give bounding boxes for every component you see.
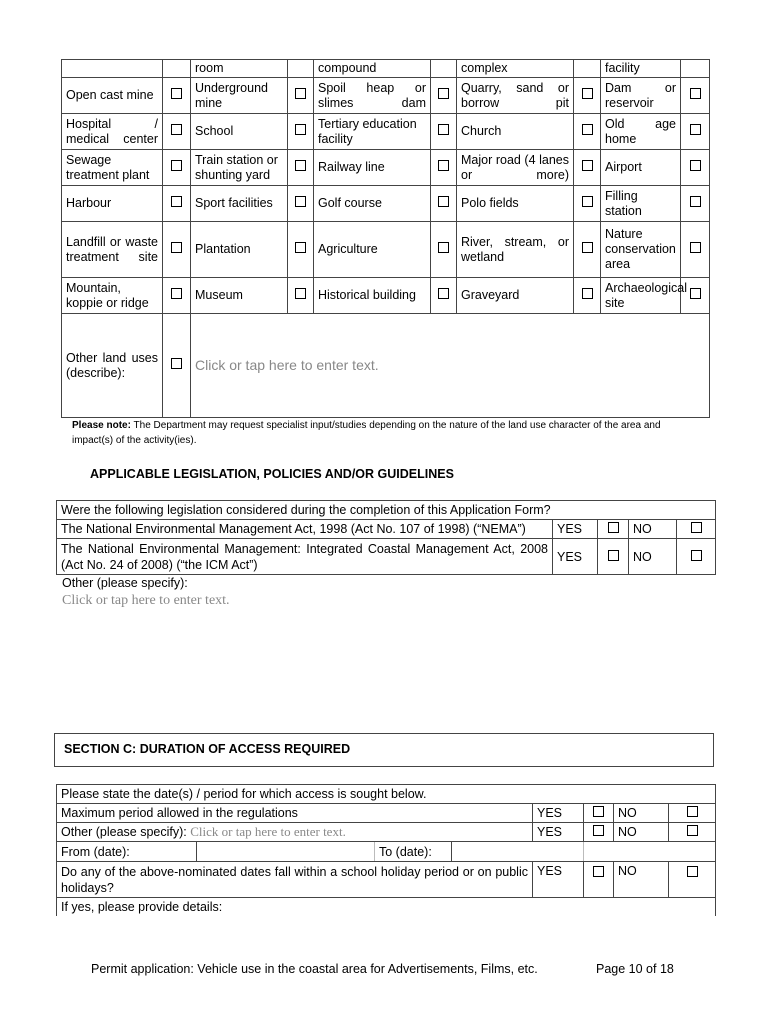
details-label: If yes, please provide details:: [57, 898, 716, 917]
checkbox-no[interactable]: [687, 806, 698, 817]
no-label: NO: [614, 804, 669, 823]
table-row: [62, 150, 710, 186]
no-label: NO: [614, 862, 669, 898]
max-period-label: Maximum period allowed in the regulations: [57, 804, 533, 823]
no-label: NO: [614, 823, 669, 842]
legislation-question: Were the following legislation considered during the completion of this Application Form?: [57, 501, 716, 520]
checkbox-yes[interactable]: [608, 550, 619, 561]
checkbox-no[interactable]: [691, 522, 702, 533]
land-use-label: Church: [457, 114, 574, 150]
checkbox[interactable]: [295, 160, 306, 171]
section-c-box: [54, 733, 714, 767]
land-use-label: Filling station: [601, 186, 681, 222]
table-row: [57, 898, 716, 917]
table-row: [57, 823, 716, 842]
land-use-label: Historical building: [314, 278, 431, 314]
checkbox[interactable]: [295, 124, 306, 135]
land-use-table: [61, 59, 710, 418]
yes-label: YES: [533, 823, 584, 842]
table-row: [62, 222, 710, 278]
land-use-label: Major road (4 lanes or more): [457, 150, 574, 186]
land-use-label: Hospital / medical center: [62, 114, 163, 150]
checkbox-no[interactable]: [691, 550, 702, 561]
table-row: [57, 539, 716, 575]
table-row: [62, 278, 710, 314]
land-use-label: Mountain, koppie or ridge: [62, 278, 163, 314]
table-row: [57, 862, 716, 898]
to-date-label: To (date):: [375, 842, 452, 862]
holiday-question: Do any of the above-nominated dates fall within a school holiday period or on public holidays?: [57, 862, 533, 898]
table-row: [62, 60, 710, 78]
land-use-label: Airport: [601, 150, 681, 186]
land-use-label: Underground mine: [191, 78, 288, 114]
checkbox-no[interactable]: [687, 825, 698, 836]
from-date-label: From (date):: [57, 842, 197, 862]
checkbox[interactable]: [171, 242, 182, 253]
checkbox[interactable]: [690, 88, 701, 99]
table-row: [62, 314, 710, 418]
checkbox[interactable]: [295, 288, 306, 299]
checkbox-yes[interactable]: [593, 806, 604, 817]
yes-label: YES: [533, 862, 584, 898]
checkbox[interactable]: [690, 242, 701, 253]
to-date-input[interactable]: [452, 842, 584, 862]
land-use-label: Open cast mine: [62, 78, 163, 114]
land-use-label: Quarry, sand or borrow pit: [457, 78, 574, 114]
checkbox[interactable]: [295, 242, 306, 253]
land-use-label: Agriculture: [314, 222, 431, 278]
legislation-item: The National Environmental Management Act, 1998 (Act No. 107 of 1998) (“NEMA”): [57, 520, 553, 539]
duration-intro: Please state the date(s) / period for which access is sought below.: [57, 785, 716, 804]
checkbox[interactable]: [171, 288, 182, 299]
land-use-label: Spoil heap or slimes dam: [314, 78, 431, 114]
land-use-label: Tertiary education facility: [314, 114, 431, 150]
checkbox[interactable]: [582, 288, 593, 299]
table-row: [57, 804, 716, 823]
land-use-label: Museum: [191, 278, 288, 314]
checkbox[interactable]: [438, 124, 449, 135]
checkbox[interactable]: [582, 242, 593, 253]
table-cell: compound: [314, 60, 431, 78]
duration-table: [56, 784, 716, 916]
checkbox[interactable]: [171, 88, 182, 99]
checkbox[interactable]: [171, 124, 182, 135]
table-cell: room: [191, 60, 288, 78]
from-date-input[interactable]: [197, 842, 375, 862]
table-row: [57, 842, 716, 862]
table-cell: complex: [457, 60, 574, 78]
table-row: [57, 501, 716, 520]
checkbox-no[interactable]: [687, 866, 698, 877]
land-use-label: Sewage treatment plant: [62, 150, 163, 186]
footer-title: Permit application: Vehicle use in the coastal area for Advertisements, Films, etc.: [91, 962, 538, 976]
checkbox[interactable]: [690, 288, 701, 299]
land-use-label: Train station or shunting yard: [191, 150, 288, 186]
checkbox[interactable]: [438, 160, 449, 171]
land-use-label: Nature conservation area: [601, 222, 681, 278]
legislation-other-input[interactable]: Click or tap here to enter text.: [62, 593, 230, 608]
checkbox[interactable]: [582, 88, 593, 99]
other-land-uses-label: Other land uses (describe):: [62, 314, 163, 418]
table-row: [57, 520, 716, 539]
page-number: Page 10 of 18: [596, 962, 674, 976]
duration-other-input[interactable]: Click or tap here to enter text.: [190, 824, 346, 839]
checkbox[interactable]: [690, 160, 701, 171]
note-text: The Department may request specialist input/studies depending on the nature of the land use character of the area and impact(s) of the activity(ies).: [72, 420, 661, 446]
checkbox[interactable]: [438, 288, 449, 299]
table-cell: facility: [601, 60, 681, 78]
note-label: Please note:: [72, 420, 131, 431]
section-c-title: SECTION C: DURATION OF ACCESS REQUIRED: [64, 742, 351, 756]
checkbox[interactable]: [582, 196, 593, 207]
table-row: [62, 186, 710, 222]
land-use-label: Railway line: [314, 150, 431, 186]
land-use-label: Landfill or waste treatment site: [62, 222, 163, 278]
checkbox-yes[interactable]: [593, 866, 604, 877]
legislation-table: [56, 500, 716, 575]
legislation-heading: APPLICABLE LEGISLATION, POLICIES AND/OR GUIDELINES: [90, 467, 454, 481]
other-land-uses-input[interactable]: Click or tap here to enter text.: [195, 356, 379, 373]
checkbox[interactable]: [295, 196, 306, 207]
yes-label: YES: [553, 539, 598, 575]
land-use-label: Polo fields: [457, 186, 574, 222]
checkbox[interactable]: [438, 242, 449, 253]
checkbox[interactable]: [582, 160, 593, 171]
table-row: [62, 114, 710, 150]
duration-other-label: Other (please specify):: [61, 825, 187, 839]
checkbox[interactable]: [438, 88, 449, 99]
checkbox[interactable]: [171, 160, 182, 171]
land-use-label: Golf course: [314, 186, 431, 222]
note: [72, 418, 672, 448]
land-use-label: Plantation: [191, 222, 288, 278]
checkbox-yes[interactable]: [593, 825, 604, 836]
land-use-label: River, stream, or wetland: [457, 222, 574, 278]
land-use-label: Graveyard: [457, 278, 574, 314]
yes-label: YES: [553, 520, 598, 539]
checkbox[interactable]: [582, 124, 593, 135]
table-row: [57, 785, 716, 804]
checkbox[interactable]: [690, 196, 701, 207]
no-label: NO: [629, 520, 677, 539]
land-use-label: Archaeological site: [601, 278, 681, 314]
no-label: NO: [629, 539, 677, 575]
legislation-other-label: Other (please specify):: [62, 576, 188, 590]
legislation-item: The National Environmental Management: Integrated Coastal Management Act, 2008 (Act No. 24 of 2008) (“the ICM Act”): [57, 539, 553, 575]
table-row: [62, 78, 710, 114]
checkbox-yes[interactable]: [608, 522, 619, 533]
land-use-label: Sport facilities: [191, 186, 288, 222]
checkbox[interactable]: [171, 196, 182, 207]
checkbox[interactable]: [438, 196, 449, 207]
checkbox[interactable]: [690, 124, 701, 135]
land-use-label: Harbour: [62, 186, 163, 222]
checkbox[interactable]: [171, 358, 182, 369]
yes-label: YES: [533, 804, 584, 823]
checkbox[interactable]: [295, 88, 306, 99]
land-use-label: School: [191, 114, 288, 150]
land-use-label: Old age home: [601, 114, 681, 150]
land-use-label: Dam or reservoir: [601, 78, 681, 114]
